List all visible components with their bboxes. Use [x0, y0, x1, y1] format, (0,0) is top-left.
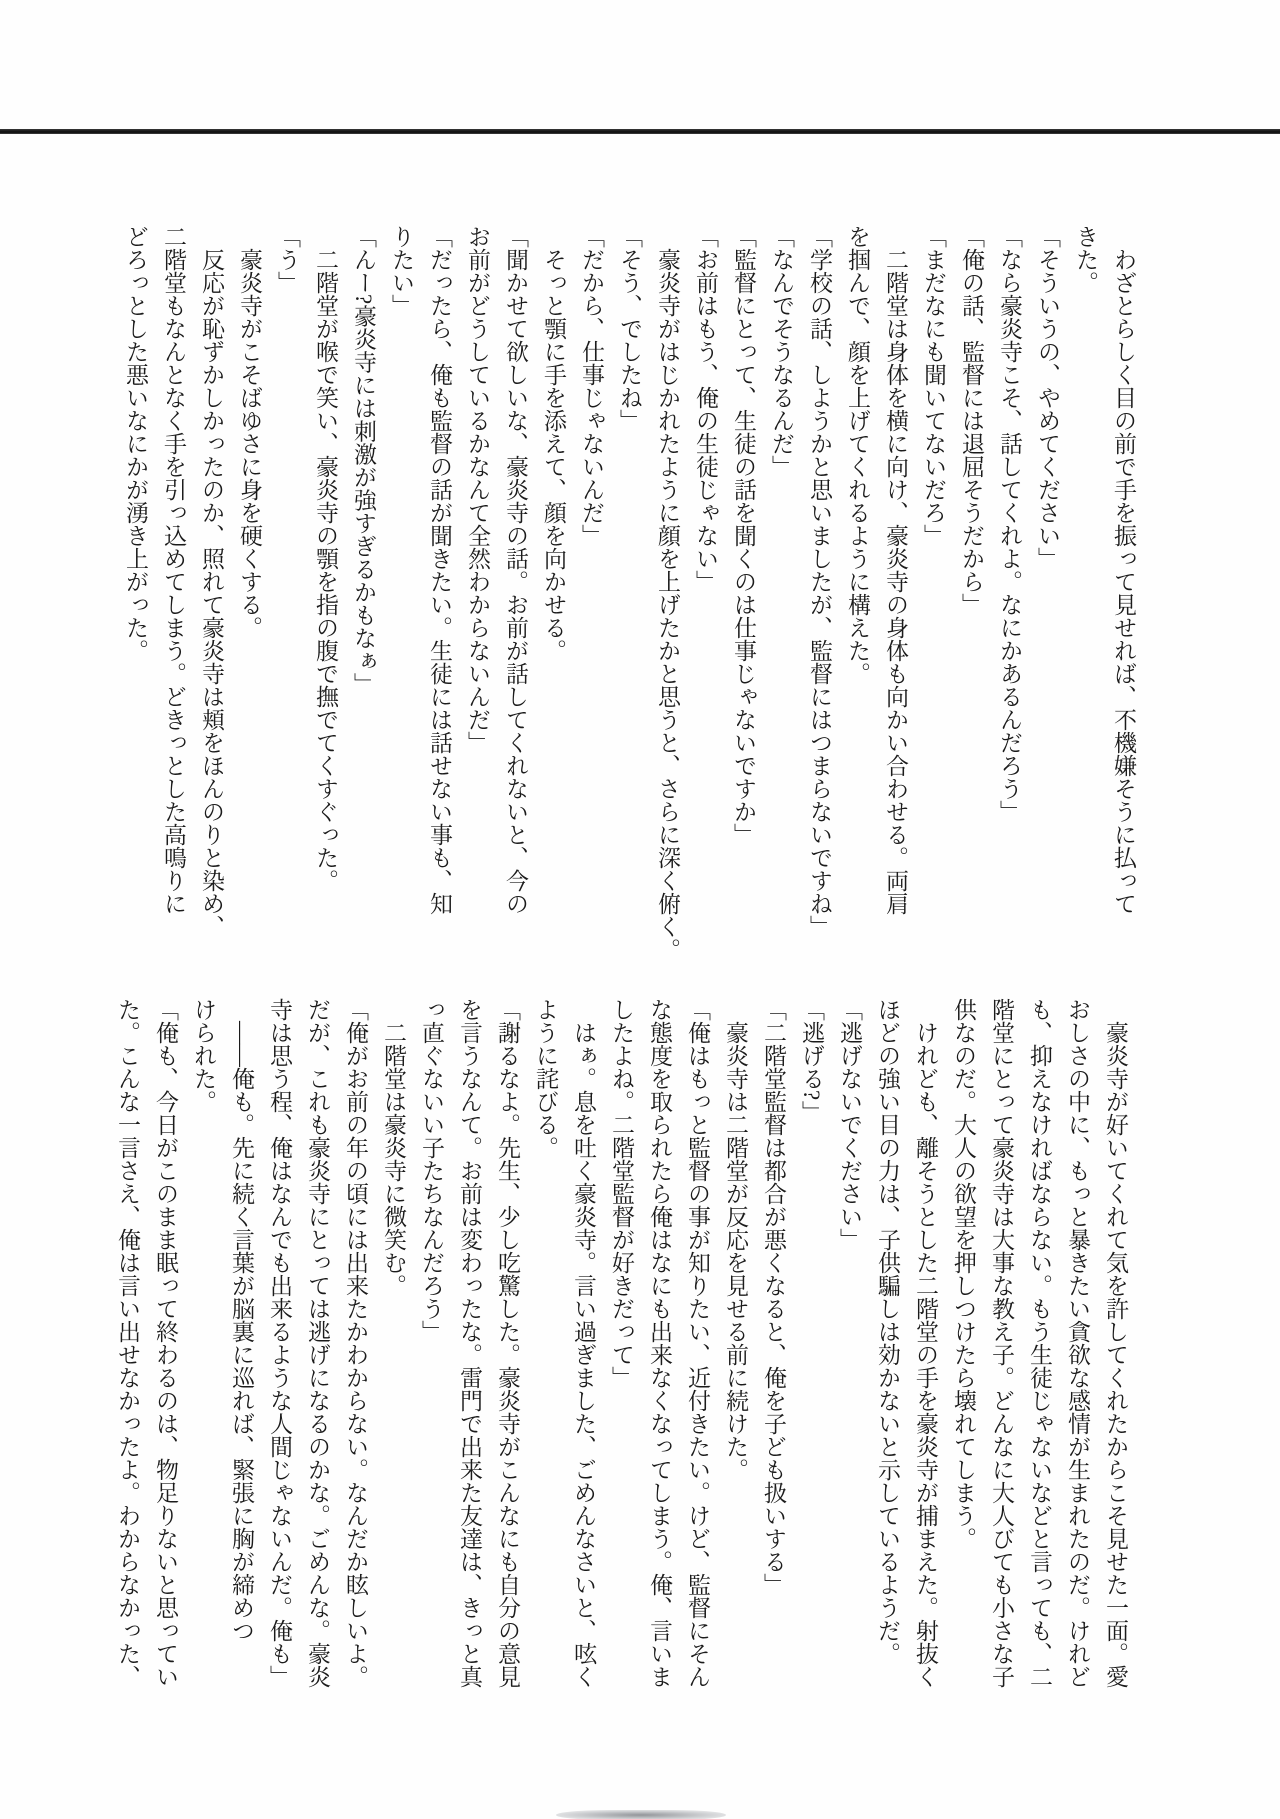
text-column: た。こんな一言さえ、俺は言い出せなかったよ。わからなかった、 [115, 998, 140, 1688]
text-column: 寺は思う程、俺はなんでも出来るような人間じゃないんだ。俺も」 [267, 998, 292, 1688]
bottom-text-block [108, 998, 1134, 1708]
top-text-block [116, 225, 1142, 961]
text-column: ほどの強い目の力は、子供騙しは効かないと示しているようだ。 [875, 998, 900, 1665]
text-column: を掴んで、顔を上げてくれるように構えた。 [845, 225, 870, 685]
text-column: したよね。二階堂監督が好きだって」 [609, 998, 634, 1389]
text-column: ――俺も。先に続く言葉が脳裏に巡れば、緊張に胸が締めつ [229, 1021, 254, 1642]
text-column: を言うなんて。お前は変わったな。雷門で出来た友達は、きっと真 [457, 998, 482, 1688]
text-column: 「俺がお前の年の頃には出来たかわからない。なんだか眩しいよ。 [343, 998, 368, 1688]
text-column: りたい」 [389, 225, 414, 317]
text-column: 「俺はもっと監督の事が知りたい、近付きたい。けど、監督にそん [685, 998, 710, 1688]
text-column: ように詫びる。 [533, 998, 558, 1159]
text-column: 「んー?豪炎寺には刺激が強すぎるかもなぁ」 [351, 225, 376, 696]
text-column: わざとらしく目の前で手を振って見せれば、不機嫌そうに払って [1111, 248, 1136, 915]
text-column: 「逃げる?」 [799, 998, 824, 1124]
text-column: 「お前はもう、俺の生徒じゃない」 [693, 225, 718, 593]
text-column: 「謝るなよ。先生、少し吃驚した。豪炎寺がこんなにも自分の意見 [495, 998, 520, 1688]
text-column: けれども、離そうとした二階堂の手を豪炎寺が捕まえた。射抜く [913, 1021, 938, 1688]
text-column: 階堂にとって豪炎寺は大事な教え子。どんなに大人びても小さな子 [989, 998, 1014, 1688]
text-column: 「なら豪炎寺こそ、話してくれよ。なにかあるんだろう」 [997, 225, 1022, 823]
text-column: も、抑えなければならない。もう生徒じゃないなどと言っても、二 [1027, 998, 1052, 1688]
text-column: 二階堂もなんとなく手を引っ込めてしまう。どきっとした高鳴りに [161, 225, 186, 915]
text-column: おしさの中に、もっと暴きたい貪欲な感情が生まれたのだ。けれど [1065, 998, 1090, 1688]
text-column: 反応が恥ずかしかったのか、照れて豪炎寺は頬をほんのりと染め、 [199, 248, 224, 938]
text-column: 「だから、仕事じゃないんだ」 [579, 225, 604, 547]
text-column: 二階堂は身体を横に向け、豪炎寺の身体も向かい合わせる。両肩 [883, 248, 908, 915]
header-divider-rule [0, 129, 1280, 134]
text-column: な態度を取られたら俺はなにも出来なくなってしまう。俺、言いま [647, 998, 672, 1688]
text-column: 供なのだ。大人の欲望を押しつけたら壊れてしまう。 [951, 998, 976, 1550]
text-column: どろっとした悪いなにかが湧き上がった。 [123, 225, 148, 662]
text-column: 「なんでそうなるんだ」 [769, 225, 794, 478]
text-column: 豪炎寺は二階堂が反応を見せる前に続けた。 [723, 1021, 748, 1481]
text-column: だが、これも豪炎寺にとっては逃げになるのかな。ごめんな。豪炎 [305, 998, 330, 1688]
text-column: 「監督にとって、生徒の話を聞くのは仕事じゃないですか」 [731, 225, 756, 846]
text-column: 「俺も、今日がこのまま眠って終わるのは、物足りないと思ってい [153, 998, 178, 1688]
text-column: 「そう、でしたね」 [617, 225, 642, 432]
text-column: けられた。 [191, 998, 216, 1113]
text-column: はぁ。息を吐く豪炎寺。言い過ぎました、ごめんなさいと、呟く [571, 1021, 596, 1688]
text-column: 「逃げないでください」 [837, 998, 862, 1251]
text-column: 「そういうの、やめてください」 [1035, 225, 1060, 570]
text-column: 「まだなにも聞いてないだろ」 [921, 225, 946, 547]
text-column: 「学校の話、しようかと思いましたが、監督にはつまらないですね」 [807, 225, 832, 938]
text-column: そっと顎に手を添えて、顔を向かせる。 [541, 248, 566, 662]
scan-artifact-smudge [556, 1810, 726, 1819]
text-column: 豪炎寺がはじかれたように顔を上げたかと思うと、さらに深く俯く。 [655, 248, 680, 961]
text-column: 豪炎寺がこそばゆさに身を硬くする。 [237, 248, 262, 639]
text-column: 「う」 [275, 225, 300, 294]
text-column: 「二階堂監督は都合が悪くなると、俺を子ども扱いする」 [761, 998, 786, 1596]
text-column: お前がどうしているかなんて全然わからないんだ」 [465, 225, 490, 754]
text-column: 「聞かせて欲しいな、豪炎寺の話。お前が話してくれないと、今の [503, 225, 528, 915]
text-column: 「だったら、俺も監督の話が聞きたい。生徒には話せない事も、知 [427, 225, 452, 915]
text-column: 「俺の話、監督には退屈そうだから」 [959, 225, 984, 616]
text-column: っ直ぐないい子たちなんだろう」 [419, 998, 444, 1343]
text-column: 二階堂は豪炎寺に微笑む。 [381, 1021, 406, 1297]
text-column: 豪炎寺が好いてくれて気を許してくれたからこそ見せた一面。愛 [1103, 1021, 1128, 1688]
text-column: 二階堂が喉で笑い、豪炎寺の顎を指の腹で撫でてくすぐった。 [313, 248, 338, 892]
text-column: きた。 [1073, 225, 1098, 294]
